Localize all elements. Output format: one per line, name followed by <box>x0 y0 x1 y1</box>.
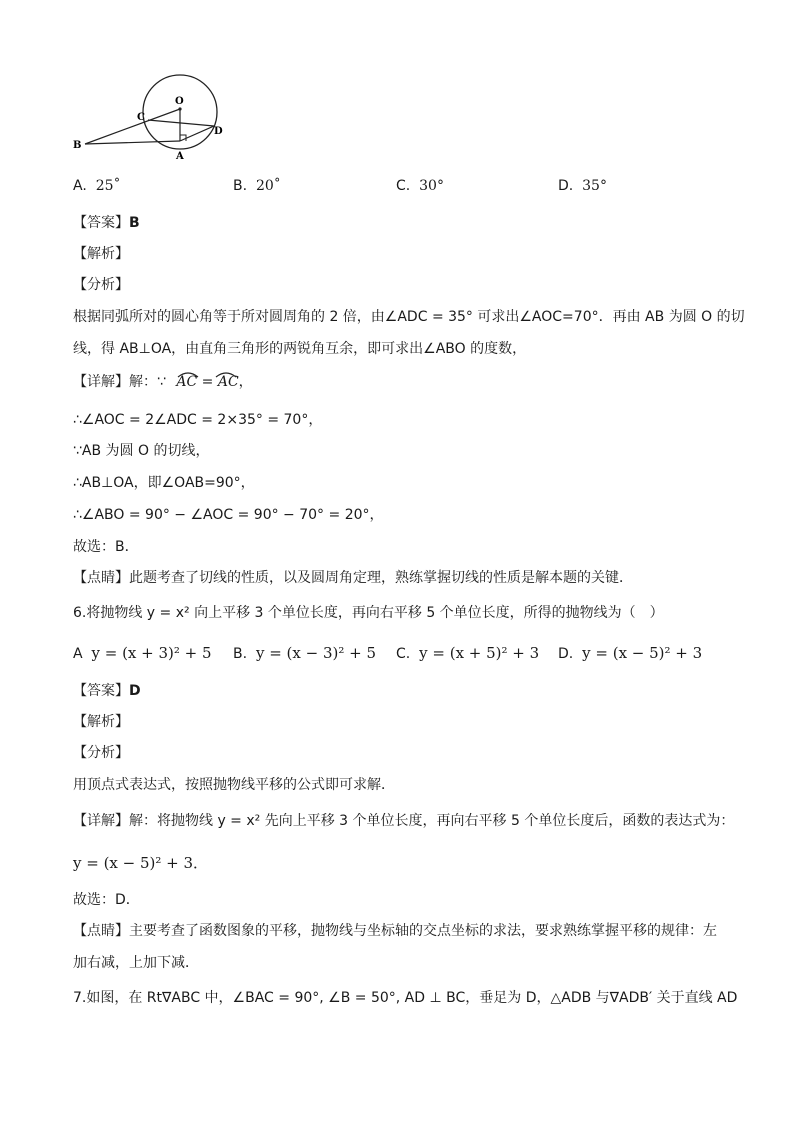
q6-fenxi: 【分析】 <box>73 745 129 761</box>
q5-choose: 故选：B． <box>73 539 139 555</box>
q6-option-c <box>396 643 539 664</box>
q5-jiexi: 【解析】 <box>73 246 129 262</box>
q5-fenxi-line1: 根据同弧所对的圆心角等于所对圆周角的 2 倍，由∠ADC = 35° 可求出∠AOC=70°．再由 AB 为圆 O 的切 <box>73 309 745 325</box>
q6-choose: 故选：D． <box>73 892 140 908</box>
label-d: D <box>214 126 223 137</box>
q5-detail-lead: 解：∵ <box>129 374 166 390</box>
q5-option-a-text: 25˚ <box>95 178 121 194</box>
chord-ad <box>180 126 214 141</box>
q6-option-b-text: y = (x − 3)² + 5 <box>255 644 377 662</box>
q6-option-d-text: y = (x − 5)² + 3 <box>582 644 703 662</box>
q6-answer <box>73 681 141 701</box>
q6-dianjing-line1: 主要考查了函数图象的平移，抛物线与坐标轴的交点坐标的求法，要求熟练掌握平移的规律：左 <box>129 923 717 939</box>
q7-stem: 7.如图，在 Rt∇ABC 中，∠BAC = 90°, ∠B = 50°, AD ⊥ BC，垂足为 D，△ADB 与∇ADB′ 关于直线 AD <box>73 990 738 1006</box>
q5-option-b-text: 20˚ <box>255 178 281 194</box>
arc-equation-text: AC = AC <box>176 374 239 390</box>
q6-option-b-letter: B. <box>233 646 248 662</box>
q5-fenxi: 【分析】 <box>73 277 129 293</box>
q6-answer-value: D <box>129 683 141 699</box>
q6-fenxi-text: 用顶点式表达式，按照抛物线平移的公式即可求解． <box>73 777 395 793</box>
q5-step3: ∴AB⊥OA，即∠OAB=90°， <box>73 475 255 491</box>
label-b: B <box>73 140 82 151</box>
q6-option-d <box>558 643 702 664</box>
q5-option-d-letter: D. <box>558 178 574 194</box>
q5-detail-line <box>73 372 253 392</box>
q5-step1: ∴∠AOC = 2∠ADC = 2×35° = 70°， <box>73 412 323 428</box>
q5-option-a <box>73 176 121 196</box>
q6-dianjing-line2: 加右减，上加下减． <box>73 955 199 971</box>
circle-tangent-figure <box>68 72 238 168</box>
q5-option-a-letter: A. <box>73 178 87 194</box>
center-dot <box>178 107 181 110</box>
q5-dianjing <box>73 568 633 588</box>
q5-answer-value: B <box>129 215 140 231</box>
label-o: O <box>175 96 184 107</box>
q5-option-c-letter: C. <box>396 178 411 194</box>
q5-dianjing-tag: 【点睛】 <box>73 570 129 586</box>
q6-detail <box>73 811 734 831</box>
q6-answer-tag: 【答案】 <box>73 683 129 699</box>
q5-option-b <box>233 176 281 196</box>
q6-option-d-letter: D. <box>558 646 574 662</box>
q5-answer <box>73 213 140 233</box>
q5-option-c <box>396 176 444 196</box>
q5-step4: ∴∠ABO = 90° − ∠AOC = 90° − 70° = 20°， <box>73 507 384 523</box>
q5-fenxi-line2: 线，得 AB⊥OA，由直角三角形的两锐角互余，即可求出∠ABO 的度数， <box>73 341 527 357</box>
q6-option-a <box>73 643 212 664</box>
q6-stem: 6.将抛物线 y = x² 向上平移 3 个单位长度，再向右平移 5 个单位长度，所得的抛物线为（ ） <box>73 605 664 621</box>
label-c: C <box>137 112 145 123</box>
q5-dianjing-text: 此题考查了切线的性质，以及圆周角定理，熟练掌握切线的性质是解本题的关键． <box>129 570 633 586</box>
q5-detail-tag: 【详解】 <box>73 374 129 390</box>
q6-detail-text: 解：将抛物线 y = x² 先向上平移 3 个单位长度，再向右平移 5 个单位长度后，函数的表达式为： <box>129 813 735 829</box>
q6-result <box>73 853 208 874</box>
q5-step2: ∵AB 为圆 O 的切线， <box>73 443 210 459</box>
line-bo <box>85 109 180 144</box>
q5-option-d <box>558 176 607 196</box>
arc-marks <box>176 369 240 379</box>
q6-option-c-letter: C. <box>396 646 411 662</box>
q6-option-a-letter: A <box>73 646 83 662</box>
q6-jiexi: 【解析】 <box>73 714 129 730</box>
q6-dianjing <box>73 921 717 941</box>
q6-option-c-text: y = (x + 5)² + 3 <box>419 644 540 662</box>
q6-option-a-text: y = (x + 3)² + 5 <box>91 644 212 662</box>
chord-cd <box>148 120 214 126</box>
tangent-line-ba <box>85 141 180 144</box>
label-a: A <box>176 151 184 162</box>
q6-option-b <box>233 643 376 664</box>
arc-equation <box>176 372 238 392</box>
q5-option-d-text: 35° <box>582 178 607 194</box>
q5-option-c-text: 30° <box>419 178 444 194</box>
q6-detail-tag: 【详解】 <box>73 813 129 829</box>
arc-equation-end: ， <box>238 374 253 390</box>
q5-option-b-letter: B. <box>233 178 248 194</box>
q5-answer-tag: 【答案】 <box>73 215 129 231</box>
q6-dianjing-tag: 【点睛】 <box>73 923 129 939</box>
q6-result-text: y = (x − 5)² + 3． <box>73 854 209 872</box>
